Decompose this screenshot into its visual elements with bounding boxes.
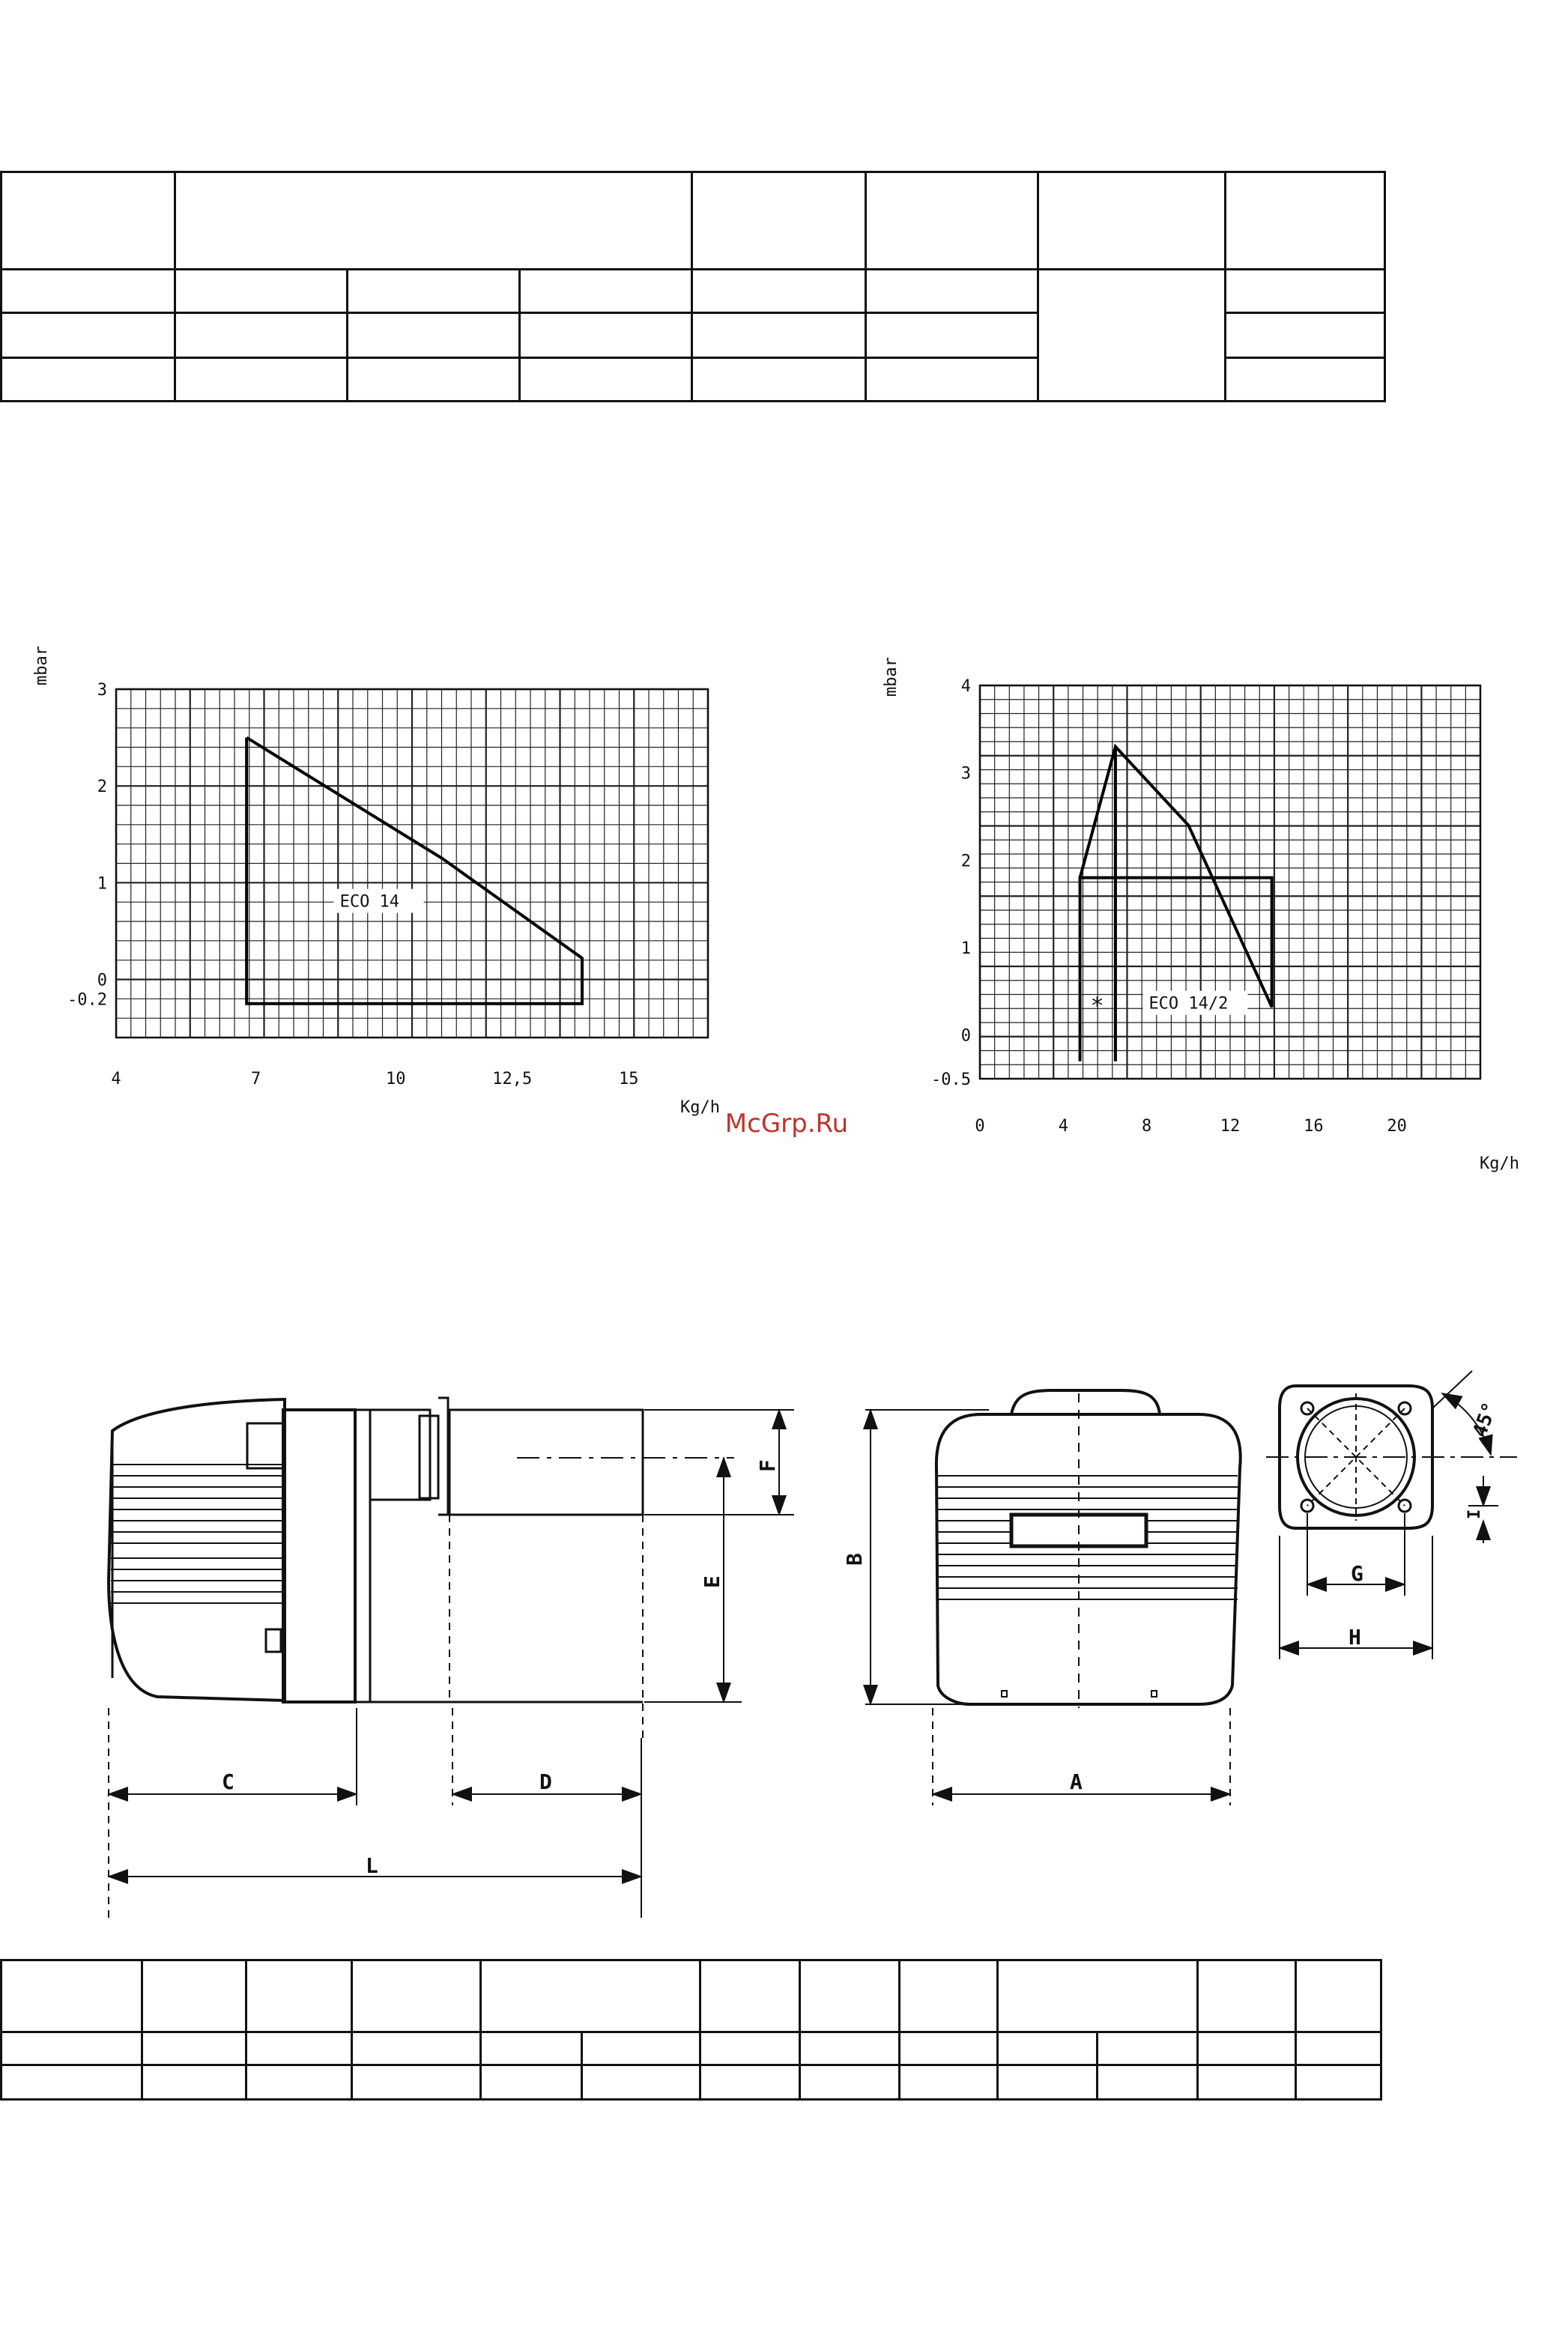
- chart-xlabel: Kg/h: [680, 1098, 720, 1117]
- bottom-table-cell: [480, 2032, 581, 2065]
- dim-label-a: A: [1070, 1769, 1083, 1794]
- bottom-table-cell: [1295, 2065, 1381, 2100]
- watermark: McGrp.Ru: [724, 1109, 849, 1139]
- y-tick-label: 1: [97, 874, 107, 894]
- bottom-table-cell: [142, 1960, 246, 2032]
- bottom-table-cell: [142, 2065, 246, 2100]
- bottom-table-cell: [799, 2032, 899, 2065]
- y-tick-label: 0: [97, 971, 107, 990]
- burner-drawing: [0, 1318, 1568, 1918]
- top-table-cell: [348, 313, 520, 358]
- top-table-cell: [1226, 172, 1385, 270]
- y-tick-label: -0.5: [931, 1070, 971, 1089]
- bottom-table-cell: [142, 2032, 246, 2065]
- top-table-cell: [348, 270, 520, 313]
- top-table-cell: [866, 313, 1038, 358]
- x-tick-label: 4: [111, 1070, 121, 1088]
- top-table-cell: [692, 172, 866, 270]
- bottom-table-cell: [480, 2065, 581, 2100]
- top-table-cell: [1226, 358, 1385, 402]
- bottom-table-cell: [1295, 1960, 1381, 2032]
- chart-ylabel: mbar: [882, 657, 900, 697]
- bottom-table-cell: [352, 2032, 481, 2065]
- top-table-cell: [175, 270, 348, 313]
- top-table-cell: [175, 172, 692, 270]
- bottom-table-cell: [1, 2032, 142, 2065]
- top-table: [0, 171, 1386, 402]
- dim-label-g: G: [1351, 1561, 1363, 1586]
- y-tick-label: 0: [960, 1026, 971, 1046]
- working-range-outline: [246, 738, 582, 1004]
- x-tick-label: 15: [619, 1070, 639, 1088]
- bottom-table-cell: [1, 2065, 142, 2100]
- bottom-table-cell: [700, 2032, 799, 2065]
- chart-ylabel: mbar: [32, 646, 51, 685]
- chart-series-label: ECO 14/2: [1148, 994, 1229, 1014]
- bottom-table-cell: [998, 2065, 1098, 2100]
- top-table-cell: [866, 172, 1038, 270]
- bottom-table-cell: [246, 1960, 352, 2032]
- side-view: [109, 1398, 794, 1918]
- x-tick-label: 8: [1142, 1117, 1152, 1136]
- x-tick-label: 4: [1058, 1117, 1068, 1136]
- bottom-table: [0, 1959, 1382, 2101]
- chart-marker: *: [1090, 993, 1104, 1020]
- x-tick-label: 0: [975, 1117, 985, 1136]
- top-table-cell: [1038, 172, 1226, 270]
- bottom-table-cell: [799, 2065, 899, 2100]
- top-table-cell: [1, 313, 175, 358]
- x-tick-label: 10: [385, 1070, 406, 1088]
- top-table-cell: [1, 358, 175, 402]
- x-tick-label: 12: [1220, 1117, 1241, 1136]
- bottom-table-cell: [900, 2065, 998, 2100]
- x-tick-label: 20: [1387, 1117, 1407, 1136]
- y-tick-label: 4: [960, 677, 971, 696]
- dim-label-angle: 45°: [1468, 1399, 1502, 1441]
- bottom-table-cell: [700, 1960, 799, 2032]
- dim-label-c: C: [222, 1769, 234, 1794]
- bottom-table-cell: [900, 1960, 998, 2032]
- top-table-cell: [520, 270, 692, 313]
- bottom-table-cell: [1098, 2032, 1197, 2065]
- bottom-table-cell: [582, 2032, 700, 2065]
- y-tick-label: 3: [960, 764, 971, 784]
- bottom-table-cell: [1098, 2065, 1197, 2100]
- top-table-cell: [692, 270, 866, 313]
- bottom-table-cell: [246, 2032, 352, 2065]
- bottom-table-cell: [582, 2065, 700, 2100]
- bottom-table-cell: [352, 2065, 481, 2100]
- bottom-table-cell: [998, 2032, 1098, 2065]
- top-table-cell: [520, 358, 692, 402]
- bottom-table-cell: [480, 1960, 700, 2032]
- bottom-table-cell: [900, 2032, 998, 2065]
- dim-label-e: E: [700, 1575, 724, 1588]
- front-view: [865, 1390, 1241, 1805]
- top-table-cell: [692, 313, 866, 358]
- bottom-table-cell: [1197, 2065, 1295, 2100]
- top-table-cell: [692, 358, 866, 402]
- top-table-cell: [1038, 270, 1226, 402]
- x-tick-label: 12,5: [492, 1070, 533, 1088]
- bottom-table-cell: [1197, 2032, 1295, 2065]
- bottom-table-cell: [1, 1960, 142, 2032]
- top-table-cell: [348, 358, 520, 402]
- y-tick-label: 2: [960, 852, 971, 871]
- dim-label-f: F: [755, 1459, 780, 1472]
- bottom-table-cell: [246, 2065, 352, 2100]
- top-table-cell: [175, 313, 348, 358]
- dim-label-l: L: [366, 1853, 378, 1878]
- bottom-table-cell: [799, 1960, 899, 2032]
- top-table-cell: [866, 270, 1038, 313]
- top-table-cell: [1226, 313, 1385, 358]
- top-table-cell: [866, 358, 1038, 402]
- dim-label-b: B: [842, 1553, 867, 1566]
- dim-label-h: H: [1348, 1625, 1361, 1650]
- bottom-table-cell: [998, 1960, 1197, 2032]
- chart-eco14: [0, 614, 749, 1139]
- top-table-cell: [1, 172, 175, 270]
- chart-xlabel: Kg/h: [1480, 1154, 1519, 1173]
- x-tick-label: 7: [250, 1070, 261, 1088]
- dim-label-i: I: [1465, 1509, 1484, 1519]
- y-tick-label: 2: [97, 778, 107, 797]
- chart-eco14-2: [824, 614, 1568, 1184]
- dim-label-d: D: [539, 1769, 552, 1794]
- y-tick-label: 1: [960, 939, 971, 958]
- bottom-table-cell: [700, 2065, 799, 2100]
- bottom-table-cell: [1197, 1960, 1295, 2032]
- bottom-table-cell: [352, 1960, 481, 2032]
- chart-series-label: ECO 14: [339, 892, 400, 912]
- y-tick-label: -0.2: [67, 990, 107, 1010]
- top-table-cell: [1, 270, 175, 313]
- y-tick-label: 3: [97, 681, 107, 700]
- top-table-cell: [1226, 270, 1385, 313]
- top-table-cell: [175, 358, 348, 402]
- x-tick-label: 16: [1304, 1117, 1324, 1136]
- top-table-cell: [520, 313, 692, 358]
- bottom-table-cell: [1295, 2032, 1381, 2065]
